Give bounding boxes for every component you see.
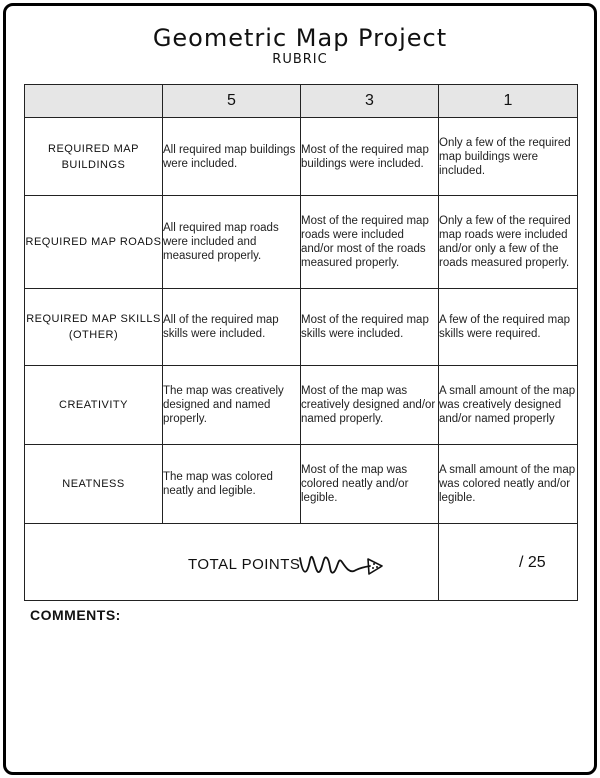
table-row bbox=[25, 289, 578, 366]
criterion-label: REQUIRED MAP SKILLS (OTHER) bbox=[25, 289, 163, 366]
rubric-cell: Only a few of the required map buildings were included. bbox=[439, 118, 578, 196]
rubric-cell: Most of the required map buildings were included. bbox=[301, 118, 439, 196]
rubric-cell: Most of the map was creatively designed and/or named properly. bbox=[301, 366, 439, 445]
header-cell-blank bbox=[25, 85, 163, 118]
rubric-cell: All of the required map skills were included. bbox=[163, 289, 301, 366]
header-cell-1: 1 bbox=[439, 85, 578, 118]
criterion-label: NEATNESS bbox=[25, 445, 163, 524]
table-row bbox=[25, 445, 578, 524]
criterion-label: REQUIRED MAP BUILDINGS bbox=[25, 118, 163, 196]
score-cell bbox=[439, 524, 578, 601]
header-row bbox=[25, 85, 578, 118]
rubric-cell: A small amount of the map was creatively designed and/or named properly bbox=[439, 366, 578, 445]
comments-label: COMMENTS: bbox=[30, 607, 121, 623]
header-cell-5: 5 bbox=[163, 85, 301, 118]
header-cell-3: 3 bbox=[301, 85, 439, 118]
squiggle-arrow-icon bbox=[298, 550, 384, 580]
page-title: Geometric Map Project bbox=[152, 24, 448, 52]
rubric-table bbox=[24, 84, 578, 601]
rubric-cell: Most of the required map roads were included and/or most of the roads measured properly. bbox=[301, 196, 439, 289]
total-points-label: TOTAL POINTS bbox=[188, 556, 301, 573]
rubric-cell: All required map roads were included and measured properly. bbox=[163, 196, 301, 289]
rubric-cell: A small amount of the map was colored neatly and/or legible. bbox=[439, 445, 578, 524]
total-score: / 25 bbox=[519, 554, 546, 571]
table-row bbox=[25, 118, 578, 196]
rubric-cell: All required map buildings were included. bbox=[163, 118, 301, 196]
criterion-label: CREATIVITY bbox=[25, 366, 163, 445]
rubric-cell: A few of the required map skills were required. bbox=[439, 289, 578, 366]
rubric-cell: Only a few of the required map roads were included and/or only a few of the roads measured properly. bbox=[439, 196, 578, 289]
criterion-label: REQUIRED MAP ROADS bbox=[25, 196, 163, 289]
table-row bbox=[25, 366, 578, 445]
table-row bbox=[25, 196, 578, 289]
rubric-cell: Most of the required map skills were included. bbox=[301, 289, 439, 366]
rubric-cell: The map was colored neatly and legible. bbox=[163, 445, 301, 524]
rubric-cell: The map was creatively designed and named properly. bbox=[163, 366, 301, 445]
rubric-cell: Most of the map was colored neatly and/or legible. bbox=[301, 445, 439, 524]
page-subtitle: RUBRIC bbox=[272, 52, 328, 67]
